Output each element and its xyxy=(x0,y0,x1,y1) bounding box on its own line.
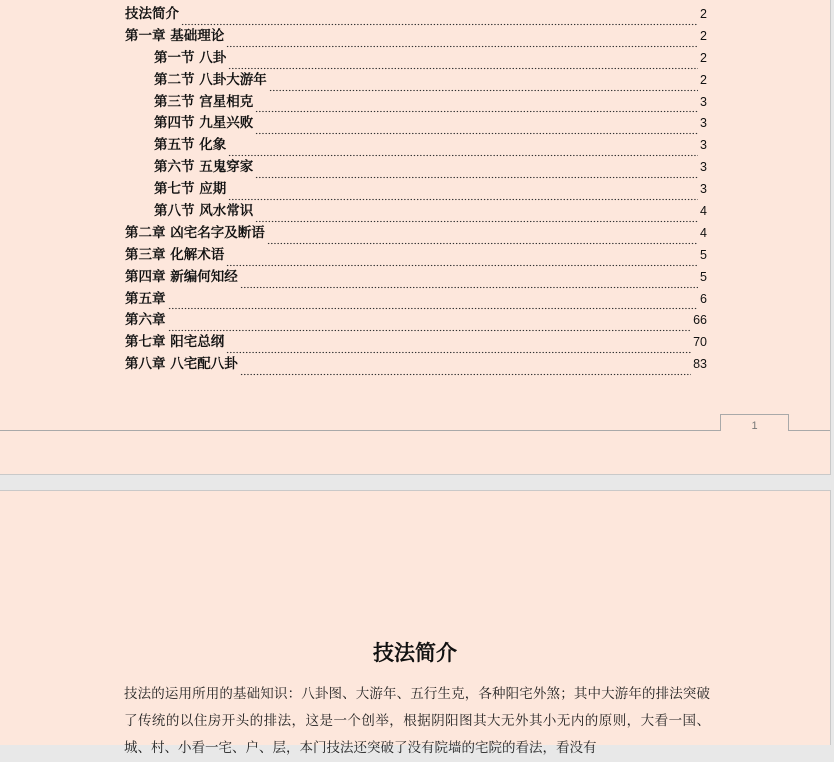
toc-entry[interactable] xyxy=(125,310,707,332)
toc-entry[interactable] xyxy=(125,4,707,26)
toc-entry[interactable] xyxy=(125,289,707,311)
toc-entry[interactable] xyxy=(125,223,707,245)
toc-entry-page-number: 2 xyxy=(700,50,707,65)
toc-dot-leader xyxy=(226,348,691,354)
page-number: 1 xyxy=(751,420,758,432)
toc-dot-leader xyxy=(228,195,698,201)
toc-dot-leader xyxy=(181,20,698,26)
toc-entry-title: 第二章 凶宅名字及断语 xyxy=(125,224,265,241)
toc-dot-leader xyxy=(228,64,698,70)
toc-entry-page-number: 3 xyxy=(700,182,707,197)
toc-entry[interactable] xyxy=(125,135,707,157)
body-text xyxy=(124,681,710,762)
toc-entry-page-number: 4 xyxy=(700,204,707,219)
toc-entry[interactable] xyxy=(125,354,707,376)
toc-dot-leader xyxy=(255,217,698,223)
toc-entry-title: 第三章 化解术语 xyxy=(125,246,225,263)
toc-entry-title: 技法简介 xyxy=(125,6,179,22)
table-of-contents xyxy=(125,4,707,376)
toc-entry[interactable] xyxy=(125,48,707,70)
toc-entry-page-number: 5 xyxy=(700,247,707,262)
toc-entry-title: 第一节 八卦 xyxy=(154,49,227,66)
footer-divider-right xyxy=(788,430,830,431)
toc-entry-page-number: 5 xyxy=(700,269,707,284)
toc-dot-leader xyxy=(255,107,698,113)
toc-entry-page-number: 2 xyxy=(700,72,707,87)
toc-entry[interactable] xyxy=(125,92,707,114)
toc-entry[interactable] xyxy=(125,245,707,267)
page-number-tab xyxy=(720,414,789,431)
toc-entry-page-number: 2 xyxy=(700,7,707,21)
toc-entry[interactable] xyxy=(125,201,707,223)
toc-entry-title: 第八节 风水常识 xyxy=(154,203,254,220)
toc-dot-leader xyxy=(226,42,698,48)
toc-entry-title: 第七章 阳宅总纲 xyxy=(125,334,225,351)
toc-entry[interactable] xyxy=(125,332,707,354)
footer-divider xyxy=(0,430,720,431)
toc-dot-leader xyxy=(255,173,698,179)
toc-entry-title: 第一章 基础理论 xyxy=(125,27,225,44)
toc-entry-page-number: 4 xyxy=(700,225,707,240)
toc-entry[interactable] xyxy=(125,179,707,201)
toc-entry-page-number: 6 xyxy=(700,291,707,306)
toc-entry-title: 第八章 八宅配八卦 xyxy=(125,356,238,373)
toc-entry-page-number: 3 xyxy=(700,160,707,175)
toc-entry[interactable] xyxy=(125,70,707,92)
toc-entry-page-number: 66 xyxy=(693,313,707,328)
toc-dot-leader xyxy=(240,283,698,289)
toc-entry-page-number: 3 xyxy=(700,116,707,131)
toc-entry-title: 第二节 八卦大游年 xyxy=(154,71,267,88)
toc-dot-leader xyxy=(228,151,698,157)
toc-dot-leader xyxy=(168,304,699,310)
toc-entry-title: 第六章 xyxy=(125,312,166,329)
toc-entry-title: 第七节 应期 xyxy=(154,181,227,198)
toc-entry[interactable] xyxy=(125,157,707,179)
toc-dot-leader xyxy=(226,261,698,267)
toc-entry[interactable] xyxy=(125,267,707,289)
paragraph: 技法的运用所用的基础知识：八卦图、大游年、五行生克，各种阳宅外煞；其中大游年的排法突破了传统的以住房开头的排法，这是一个创举，根据阴阳图其大无外其小无内的原则，大看一国、城、村、小看一宅、户、层，本门技法还突破了没有院墙的宅院的看法，看没有 xyxy=(124,686,710,756)
toc-dot-leader xyxy=(269,86,698,92)
toc-entry-title: 第四章 新编何知经 xyxy=(125,268,238,285)
toc-entry-title: 第四节 九星兴败 xyxy=(154,115,254,132)
toc-entry-page-number: 3 xyxy=(700,94,707,109)
toc-entry[interactable] xyxy=(125,26,707,48)
toc-entry-title: 第三节 宫星相克 xyxy=(154,93,254,110)
toc-entry-page-number: 3 xyxy=(700,138,707,153)
toc-dot-leader xyxy=(168,326,692,332)
toc-entry-title: 第五章 xyxy=(125,290,166,307)
toc-entry-page-number: 83 xyxy=(693,357,707,372)
section-heading: 技法简介 xyxy=(373,640,457,665)
toc-entry[interactable] xyxy=(125,113,707,135)
toc-dot-leader xyxy=(255,129,698,135)
toc-entry-page-number: 70 xyxy=(693,335,707,350)
toc-entry-page-number: 2 xyxy=(700,28,707,43)
toc-dot-leader xyxy=(267,239,698,245)
toc-entry-title: 第六节 五鬼穿家 xyxy=(154,159,254,176)
toc-entry-title: 第五节 化象 xyxy=(154,137,227,154)
document-page-2 xyxy=(0,490,831,756)
toc-dot-leader xyxy=(240,370,691,376)
